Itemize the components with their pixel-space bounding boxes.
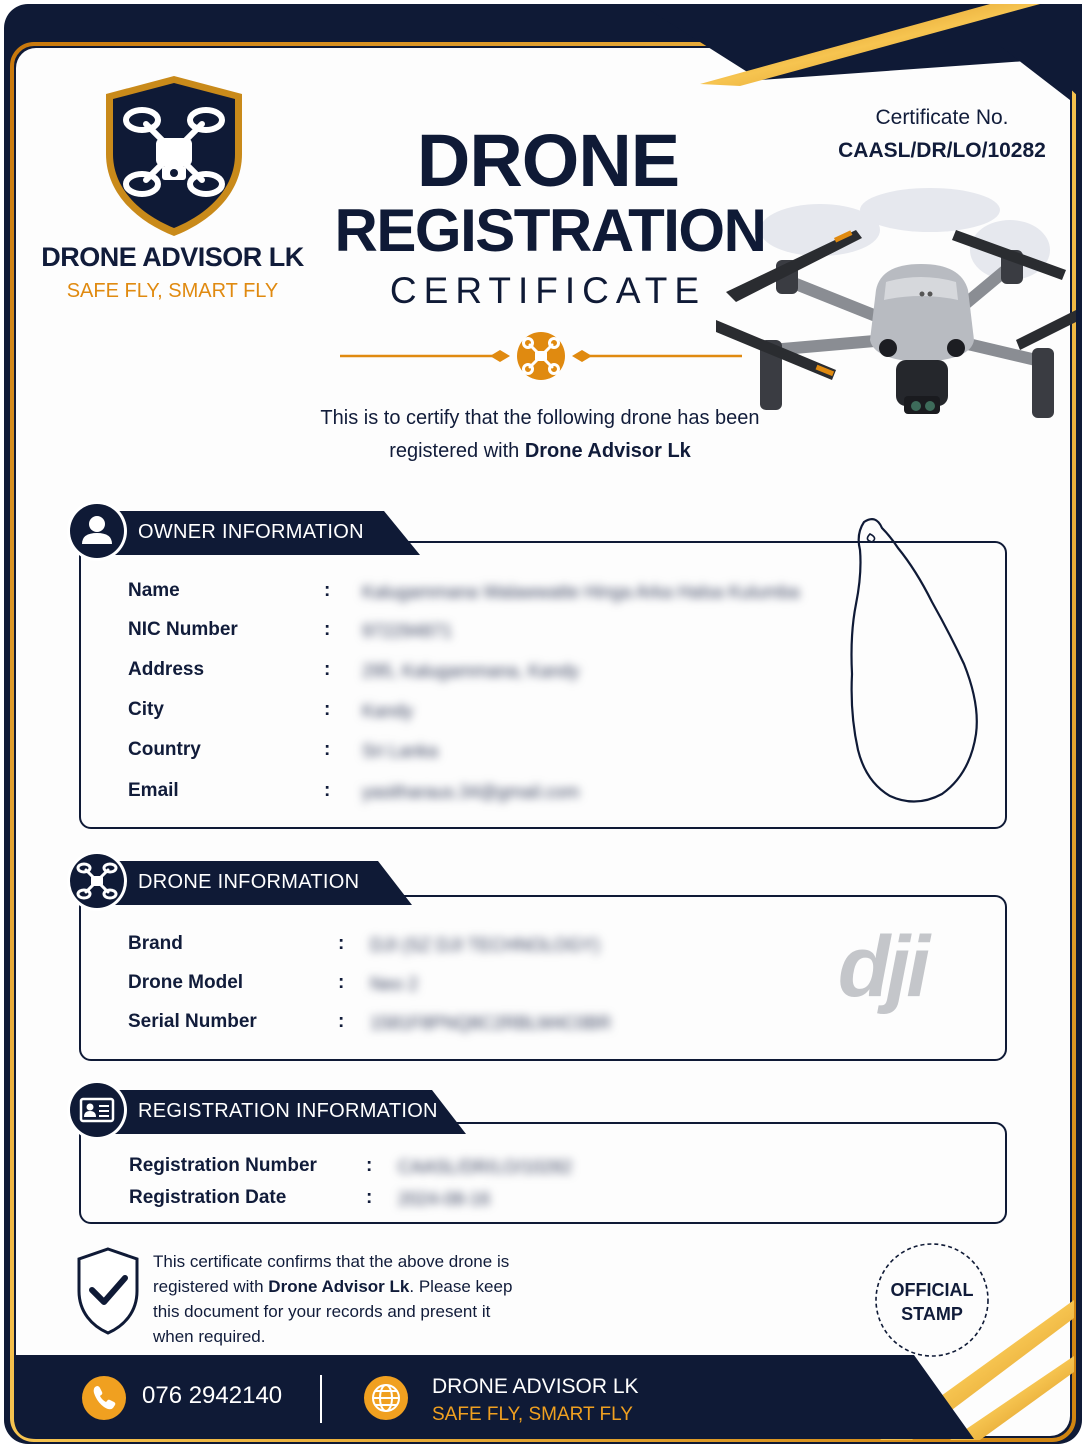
colon: : [338, 972, 345, 993]
owner-label-nic: NIC Number [128, 619, 238, 640]
certificate-number: CAASL/DR/LO/10282 [838, 139, 1046, 162]
drone-value-brand: DJI (SZ DJI TECHNOLOGY) [370, 935, 600, 955]
dji-logo [812, 924, 952, 1024]
check-shield-icon [76, 1246, 140, 1336]
owner-label-city: City [128, 699, 164, 720]
owner-value-city: Kandy [362, 701, 414, 721]
colon: : [338, 933, 345, 954]
registration-value-number: CAASL/DR/LO/10282 [398, 1157, 573, 1177]
brand-name: DRONE ADVISOR LK [41, 242, 304, 272]
title-certificate: CERTIFICATE [389, 270, 707, 311]
colon: : [324, 780, 331, 801]
intro-org: Drone Advisor Lk [524, 440, 691, 462]
drone-information-title: DRONE INFORMATION [138, 871, 360, 893]
colon: : [366, 1155, 373, 1176]
footer-brand-tagline: SAFE FLY, SMART FLY [432, 1404, 633, 1425]
owner-value-name: Kalugammana Walawwatte Hinga Arka Halsa Kulumba [362, 582, 800, 602]
colon: : [324, 739, 331, 760]
footer-separator [320, 1375, 322, 1423]
footer-phone: 076 2942140 [142, 1382, 283, 1409]
phone-icon [80, 1374, 128, 1422]
title-registration: REGISTRATION [334, 197, 766, 264]
drone-value-serial: 1581F8PNQ8C2RBLM4C0BR [370, 1013, 612, 1033]
brand-tagline: SAFE FLY, SMART FLY [66, 280, 279, 302]
user-icon [66, 500, 128, 562]
registration-information-title: REGISTRATION INFORMATION [138, 1100, 438, 1122]
owner-value-email: yasitharaus.34@gmail.com [362, 782, 580, 802]
owner-label-name: Name [128, 580, 180, 601]
stamp-line1: OFFICIAL [890, 1280, 974, 1300]
colon: : [338, 1011, 345, 1032]
certification-statement [290, 402, 790, 468]
certificate-note: This certificate confirms that the above drone is registered with Drone Advisor Lk. Please keep this document for your records and present it when required. [153, 1252, 513, 1346]
owner-label-country: Country [128, 739, 201, 760]
globe-icon [362, 1374, 410, 1422]
colon: : [366, 1187, 373, 1208]
title-drone: DRONE [416, 119, 680, 202]
intro-text: This is to certify that the following drone has been registered with [320, 407, 760, 462]
registration-label-date: Registration Date [129, 1187, 287, 1208]
title-divider [340, 330, 742, 382]
note-part1: This certificate confirms that the above drone is registered with [153, 1252, 510, 1296]
colon: : [324, 580, 331, 601]
drone-label-model: Drone Model [128, 972, 244, 993]
owner-value-nic: 972294871 [362, 621, 453, 641]
drone-icon [66, 850, 128, 912]
official-stamp [874, 1278, 990, 1326]
svg-text:dji: dji [837, 924, 927, 1015]
drone-value-model: Neo 2 [370, 974, 419, 994]
footer-brand-name: DRONE ADVISOR LK [432, 1375, 639, 1398]
note-part2: Please keep this document for your records and present it when required. [153, 1277, 513, 1346]
owner-label-address: Address [128, 659, 205, 680]
id-card-icon [66, 1079, 128, 1141]
owner-information-title: OWNER INFORMATION [138, 521, 364, 543]
registration-value-date: 2024-08-16 [398, 1189, 491, 1209]
note-org: Drone Advisor Lk [268, 1277, 410, 1296]
drone-photo [716, 220, 1076, 440]
colon: : [324, 659, 331, 680]
owner-value-country: Sri Lanka [362, 741, 439, 761]
drone-label-serial: Serial Number [128, 1011, 257, 1032]
colon: : [324, 699, 331, 720]
owner-label-email: Email [128, 780, 179, 801]
drone-label-brand: Brand [128, 933, 183, 954]
owner-value-address: 295, Kalugammana, Kandy [362, 661, 580, 681]
colon: : [324, 619, 331, 640]
stamp-line2: STAMP [901, 1304, 963, 1324]
certificate-number-label: Certificate No. [875, 106, 1009, 129]
registration-label-number: Registration Number [129, 1155, 317, 1176]
drone-shield-logo [104, 74, 244, 238]
sri-lanka-map-icon [846, 514, 986, 806]
